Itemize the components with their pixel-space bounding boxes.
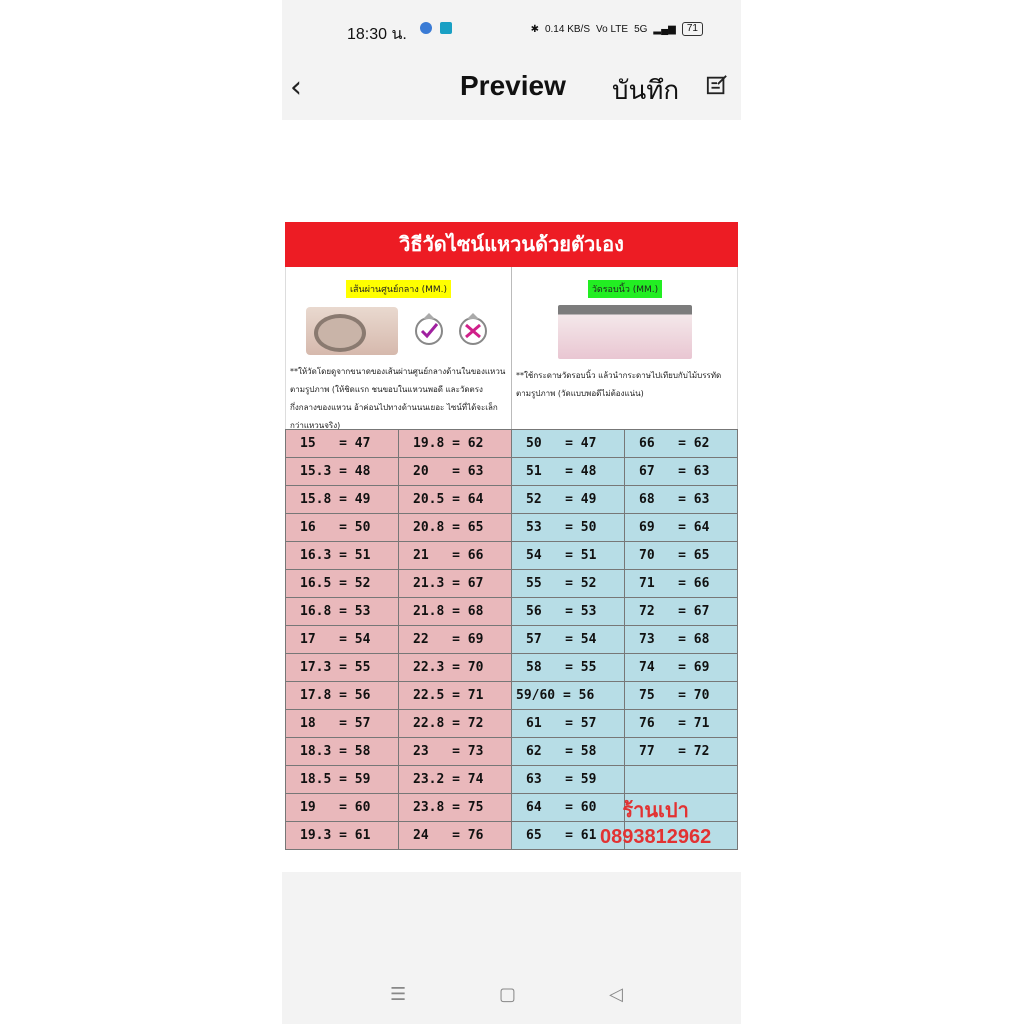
network-speed: 0.14 KB/S [544,23,590,35]
size-cell: 53 = 50 [512,514,625,542]
signal-label: 5G [634,23,648,35]
size-cell: 16.8 = 53 [286,598,399,626]
bluetooth-icon: ✱ [530,23,539,35]
size-cell: 66 = 62 [625,430,738,458]
battery-icon: 71 [682,22,703,36]
top-bar [282,62,741,118]
size-cell: 17.3 = 55 [286,654,399,682]
size-cell: 17.8 = 56 [286,682,399,710]
size-cell: 68 = 63 [625,486,738,514]
diameter-note: **ให้วัดโดยดูจากขนาดของเส้นผ่านศูนย์กลางด้านในของแหวน ตามรูปภาพ (ให้ชิดแรก ชนขอบในแหวนพอดี และวัดตรง กึ่งกลางของแหวน อ้าค่อนไปทางด้านนนเยอะ ไซน์ที่ได้จะเล็ก กว่าแหวนจริง) [290,367,506,430]
ring-size-chart-image [285,222,738,864]
table-row [286,766,738,794]
status-icons [531,22,703,36]
size-cell: 71 = 66 [625,570,738,598]
circumference-note: **ใช้กระดาษวัดรอบนิ้ว แล้วนำกระดาษไปเทียบกับไม้บรรทัด ตามรูปภาพ (วัดแบบพอดีไม่ต้องแน่น) [516,371,722,398]
chart-heading: วิธีวัดไซน์แหวนด้วยตัวเอง [285,222,738,267]
size-cell: 70 = 65 [625,542,738,570]
circumference-tag: วัดรอบนิ้ว (MM.) [588,280,662,298]
size-cell: 15.3 = 48 [286,458,399,486]
size-cell: 18.3 = 58 [286,738,399,766]
size-cell: 19.3 = 61 [286,822,399,850]
size-cell: 74 = 69 [625,654,738,682]
table-row [286,570,738,598]
ring-on-ruler-photo [306,307,398,355]
phone-screen [282,0,741,1024]
save-button[interactable]: บันทึก [612,76,680,106]
circumference-section [512,267,738,429]
size-cell: 22.8 = 72 [399,710,512,738]
back-triangle-icon[interactable]: ◁ [609,984,623,1005]
size-cell: 20.8 = 65 [399,514,512,542]
table-row [286,682,738,710]
table-row [286,626,738,654]
page-title: Preview [460,70,566,101]
size-cell: 77 = 72 [625,738,738,766]
shop-notification-icon [440,22,452,34]
size-cell: 21.3 = 67 [399,570,512,598]
size-cell: 18.5 = 59 [286,766,399,794]
home-icon[interactable]: ▢ [499,984,517,1005]
volte-label: Vo LTE [596,23,629,35]
size-cell: 20.5 = 64 [399,486,512,514]
size-cell: 58 = 55 [512,654,625,682]
table-row [286,486,738,514]
edit-icon[interactable] [706,74,728,96]
table-row [286,710,738,738]
table-row [286,458,738,486]
size-cell: 22 = 69 [399,626,512,654]
size-cell: 73 = 68 [625,626,738,654]
table-row [286,598,738,626]
size-cell: 17 = 54 [286,626,399,654]
size-cell: 75 = 70 [625,682,738,710]
system-nav-bar [282,976,741,1016]
size-cell: 76 = 71 [625,710,738,738]
size-cell: 19 = 60 [286,794,399,822]
size-cell: 22.3 = 70 [399,654,512,682]
table-row [286,738,738,766]
size-cell: 67 = 63 [625,458,738,486]
size-cell: 19.8 = 62 [399,430,512,458]
table-row [286,542,738,570]
size-cell: 57 = 54 [512,626,625,654]
table-row [286,654,738,682]
size-cell: 23.8 = 75 [399,794,512,822]
size-cell: 16.3 = 51 [286,542,399,570]
signal-icon: ▂▄▆ [653,23,676,35]
size-cell: 15.8 = 49 [286,486,399,514]
size-cell: 20 = 63 [399,458,512,486]
size-cell: 54 = 51 [512,542,625,570]
size-cell: 16.5 = 52 [286,570,399,598]
size-cell: 63 = 59 [512,766,625,794]
size-cell: 64 = 60 [512,794,625,822]
status-time: 18:30 น. [347,26,407,43]
size-cell [625,766,738,794]
preview-area [282,120,741,872]
size-cell: 52 = 49 [512,486,625,514]
size-cell: 56 = 53 [512,598,625,626]
size-cell: 50 = 47 [512,430,625,458]
size-cell: 23 = 73 [399,738,512,766]
size-cell: 51 = 48 [512,458,625,486]
size-cell: 62 = 58 [512,738,625,766]
size-cell: 18 = 57 [286,710,399,738]
paper-ruler-photo [558,305,692,359]
size-cell: 59/60 = 56 [512,682,625,710]
size-cell: 24 = 76 [399,822,512,850]
table-row [286,430,738,458]
menu-icon[interactable]: ☰ [390,984,407,1005]
instructions-panel [285,267,738,429]
size-cell: 22.5 = 71 [399,682,512,710]
size-cell: 61 = 57 [512,710,625,738]
size-cell: 65 = 61 [512,822,625,850]
chevron-left-icon[interactable]: ‹ [290,70,302,105]
diameter-tag: เส้นผ่านศูนย์กลาง (MM.) [346,280,451,298]
status-bar [282,0,741,62]
ring-wrong-diagram-icon [454,309,492,347]
table-row [286,514,738,542]
app-notification-icon [420,22,432,34]
size-cell: 55 = 52 [512,570,625,598]
size-table [285,429,738,850]
size-cell: 72 = 67 [625,598,738,626]
shop-phone: 0893812962 [600,826,712,848]
shop-watermark [600,794,711,849]
size-cell: 69 = 64 [625,514,738,542]
ring-correct-diagram-icon [410,309,448,347]
size-cell: 21.8 = 68 [399,598,512,626]
diameter-section [286,267,512,429]
size-cell: 21 = 66 [399,542,512,570]
size-cell: 16 = 50 [286,514,399,542]
size-cell: 15 = 47 [286,430,399,458]
shop-name: ร้านเปา [622,800,689,822]
size-cell: 23.2 = 74 [399,766,512,794]
